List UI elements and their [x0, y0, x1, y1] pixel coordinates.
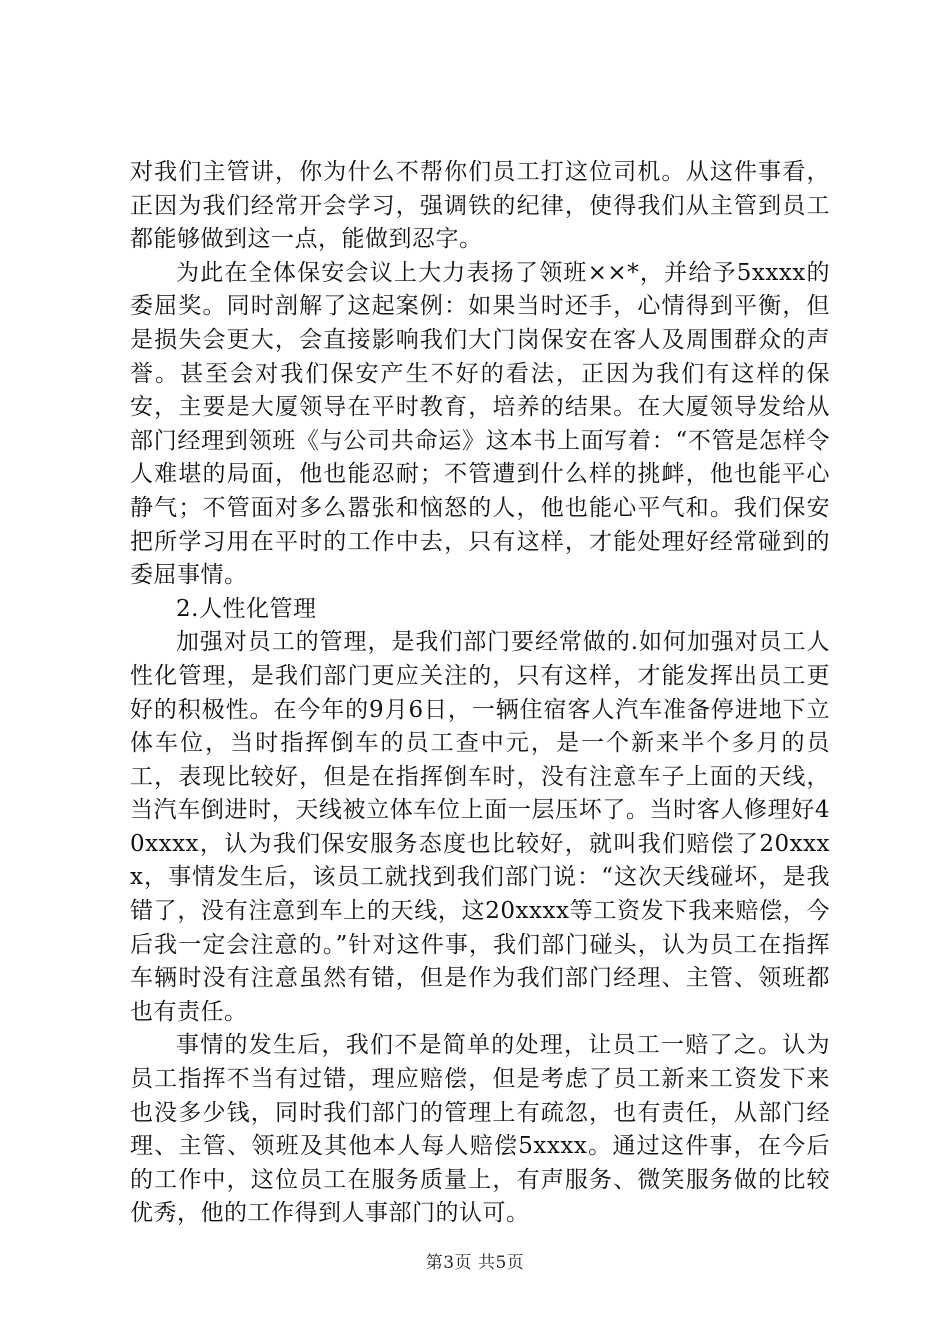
- paragraph-2: 为此在全体保安会议上大力表扬了领班××*，并给予5xxxx的委屈奖。同时剖解了这起案例：如果当时还手，心情得到平衡，但是损失会更大，会直接影响我们大门岗保安在客人及周围群众的声誉。甚至会对我们保安产生不好的看法，正因为我们有这样的保安，主要是大厦领导在平时教育，培养的结果。在大厦领导发给从部门经理到领班《与公司共命运》这本书上面写着：“不管是怎样令人难堪的局面，他也能忍耐；不管遭到什么样的挑衅，他也能平心静气；不管面对多么嚣张和恼怒的人，他也能心平气和。我们保安把所学习用在平时的工作中去，只有这样，才能处理好经常碰到的委屈事情。: [130, 259, 830, 589]
- page-footer: 第3页 共5页: [425, 1253, 525, 1273]
- document-body: [130, 156, 830, 1231]
- paragraph-4: 事情的发生后，我们不是简单的处理，让员工一赔了之。认为员工指挥不当有过错，理应赔偿，但是考虑了员工新来工资发下来也没多少钱，同时我们部门的管理上有疏忽，也有责任，从部门经理、主管、领班及其他本人每人赔偿5xxxx。通过这件事，在今后的工作中，这位员工在服务质量上，有声服务、微笑服务做的比较优秀，他的工作得到人事部门的认可。: [130, 1032, 830, 1227]
- paragraph-1: 对我们主管讲，你为什么不帮你们员工打这位司机。从这件事看，正因为我们经常开会学习，强调铁的纪律，使得我们从主管到员工都能够做到这一点，能做到忍字。: [130, 159, 830, 253]
- paragraph-3: 加强对员工的管理，是我们部门要经常做的.如何加强对员工人性化管理，是我们部门更应关注的，只有这样，才能发挥出员工更好的积极性。在今年的9月6日，一辆住宿客人汽车准备停进地下立体车位，当时指挥倒车的员工查中元，是一个新来半个多月的员工，表现比较好，但是在指挥倒车时，没有注意车子上面的天线，当汽车倒进时，天线被立体车位上面一层压坏了。当时客人修理好40xxxx，认为我们保安服务态度也比较好，就叫我们赔偿了20xxxx，事情发生后，该员工就找到我们部门说：“这次天线碰坏，是我错了，没有注意到车上的天线，这20xxxx等工资发下我来赔偿，今后我一定会注意的。”针对这件事，我们部门碰头，认为员工在指挥车辆时没有注意虽然有错，但是作为我们部门经理、主管、领班都也有责任。: [130, 629, 830, 1025]
- section-heading: 2.人性化管理: [176, 595, 317, 622]
